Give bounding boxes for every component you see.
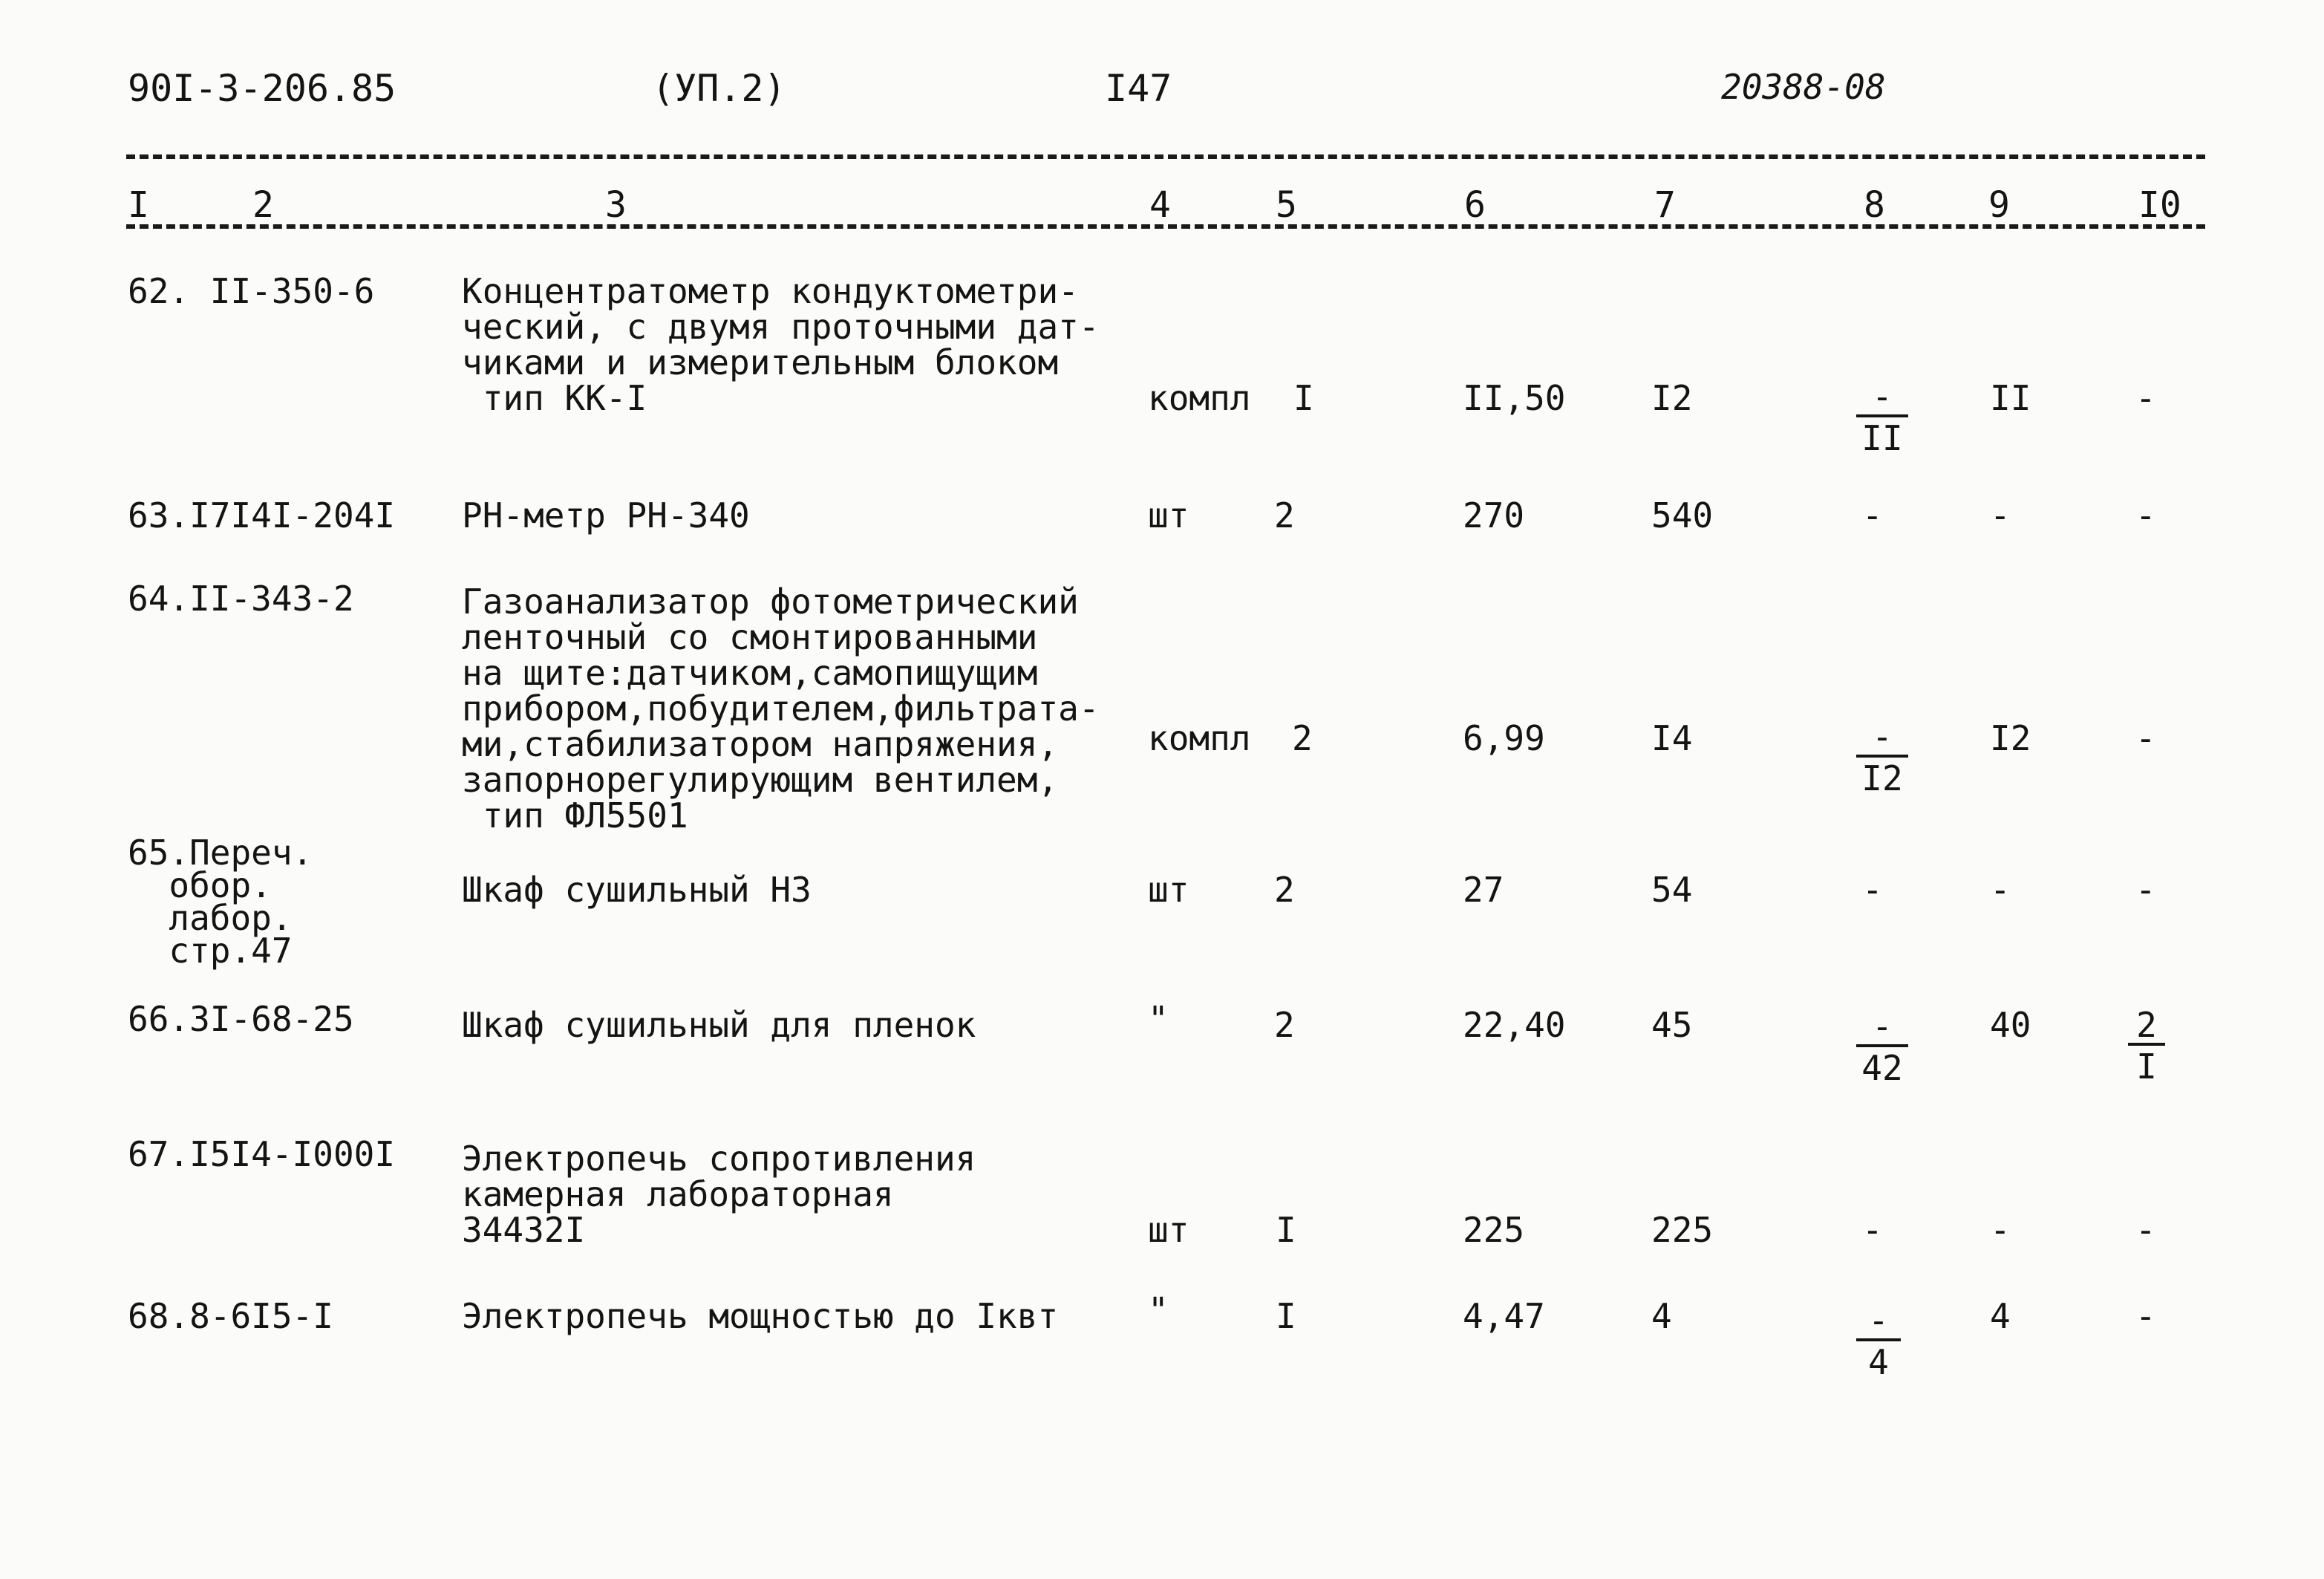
total-cost: 225 [1651, 1210, 1714, 1250]
unit-price: 4,47 [1463, 1296, 1545, 1336]
column-10-denominator: I [2128, 1043, 2165, 1084]
column-10-value: - [2135, 718, 2156, 758]
row-number-code: 63.I7I4I-204I [128, 495, 396, 535]
row-number-code: 64.II-343-2 [128, 579, 354, 619]
unit-price: II,50 [1463, 378, 1566, 418]
column-8-fraction [1856, 719, 1908, 796]
quantity: 2 [1274, 495, 1295, 535]
column-number-3: 3 [605, 184, 627, 226]
unit: компл [1148, 378, 1251, 418]
unit: " [1148, 1290, 1169, 1330]
column-10-value: - [2135, 1210, 2156, 1250]
column-9-value: - [1990, 870, 2011, 910]
column-8-denominator: 4 [1856, 1338, 1901, 1380]
column-10-value: - [2135, 870, 2156, 910]
quantity: 2 [1292, 718, 1313, 758]
column-8-value: - [1862, 495, 1883, 535]
item-name: Газоанализатор фотометрический ленточный со смонтированными на щите:датчиком,самопищущим прибором,побудителем,фильтрата- ми,стабилизатором напряжения, запорнорегулирующим вентилем, тип ФЛ5501 [462, 582, 1100, 836]
row-number-code: 68.8-6I5-I [128, 1296, 333, 1336]
column-10-fraction [2128, 1005, 2165, 1087]
column-10-value: - [2135, 378, 2156, 418]
quantity: I [1276, 1210, 1296, 1250]
unit-price: 22,40 [1463, 1005, 1566, 1045]
column-number-6: 6 [1464, 184, 1486, 226]
row-number-code: 66.3I-68-25 [128, 999, 354, 1039]
column-number-10: I0 [2138, 184, 2181, 226]
row-number-code: 62. II-350-6 [128, 271, 375, 311]
item-name: Электропечь мощностью до Iквт [462, 1296, 1059, 1336]
row-number-code: 67.I5I4-I000I [128, 1134, 396, 1174]
page-number: I47 [1105, 67, 1172, 110]
column-10-value: - [2135, 1296, 2156, 1336]
column-9-value: - [1990, 495, 2011, 535]
column-8-numerator: - [1872, 1006, 1893, 1046]
column-8-numerator: - [1872, 717, 1893, 757]
column-8-denominator: 42 [1856, 1044, 1908, 1086]
quantity: I [1276, 1296, 1296, 1336]
column-number-4: 4 [1149, 184, 1171, 226]
header-divider [126, 154, 2205, 159]
column-8-value: - [1862, 870, 1883, 910]
column-10-value: - [2135, 495, 2156, 535]
quantity: I [1293, 378, 1314, 418]
quantity: 2 [1274, 870, 1295, 910]
column-8-numerator: - [1872, 377, 1893, 417]
column-9-value: - [1990, 1210, 2011, 1250]
column-9-value: 40 [1990, 1005, 2031, 1045]
column-8-fraction [1856, 1300, 1901, 1382]
item-name: Шкаф сушильный для пленок [462, 1005, 976, 1045]
column-number-7: 7 [1654, 184, 1676, 226]
column-number-9: 9 [1988, 184, 2010, 226]
total-cost: I2 [1651, 378, 1693, 418]
column-number-1: I [128, 184, 149, 226]
quantity: 2 [1274, 1005, 1295, 1045]
unit-price: 270 [1463, 495, 1525, 535]
unit-price: 225 [1463, 1210, 1525, 1250]
item-name: Шкаф сушильный НЗ [462, 870, 812, 910]
column-9-value: 4 [1990, 1296, 2011, 1336]
item-name: Электропечь сопротивления камерная лабораторная 34432I [462, 1139, 976, 1250]
row-number-code: 65.Переч. обор. лабор. стр.47 [128, 833, 313, 971]
item-name: РН-метр РН-340 [462, 495, 750, 535]
section-label: (УП.2) [652, 67, 786, 110]
unit-price: 27 [1463, 870, 1504, 910]
unit-price: 6,99 [1463, 718, 1545, 758]
document-code: 90I-3-206.85 [128, 67, 396, 110]
total-cost: 45 [1651, 1005, 1693, 1045]
column-9-value: I2 [1990, 718, 2031, 758]
column-number-8: 8 [1864, 184, 1885, 226]
inventory-stamp: 20388-08 [1721, 67, 1886, 107]
column-8-numerator: - [1868, 1300, 1889, 1341]
total-cost: 54 [1651, 870, 1693, 910]
total-cost: I4 [1651, 718, 1693, 758]
column-number-divider [126, 224, 2205, 229]
total-cost: 540 [1651, 495, 1714, 535]
column-8-fraction [1856, 1006, 1908, 1088]
column-8-fraction [1856, 379, 1908, 456]
column-9-value: II [1990, 378, 2031, 418]
item-name: Концентратометр кондуктометри- ческий, с двумя проточными дат- чиками и измерительным блоком тип КК-I [462, 271, 1100, 418]
column-8-denominator: I2 [1856, 755, 1908, 796]
unit: " [1148, 999, 1169, 1039]
unit: шт [1148, 495, 1189, 535]
column-number-2: 2 [252, 184, 274, 226]
unit: компл [1148, 718, 1251, 758]
column-8-denominator: II [1856, 414, 1908, 456]
column-10-numerator: 2 [2136, 1005, 2157, 1045]
unit: шт [1148, 870, 1189, 910]
total-cost: 4 [1651, 1296, 1672, 1336]
unit: шт [1148, 1210, 1189, 1250]
column-8-value: - [1862, 1210, 1883, 1250]
column-number-5: 5 [1276, 184, 1297, 226]
